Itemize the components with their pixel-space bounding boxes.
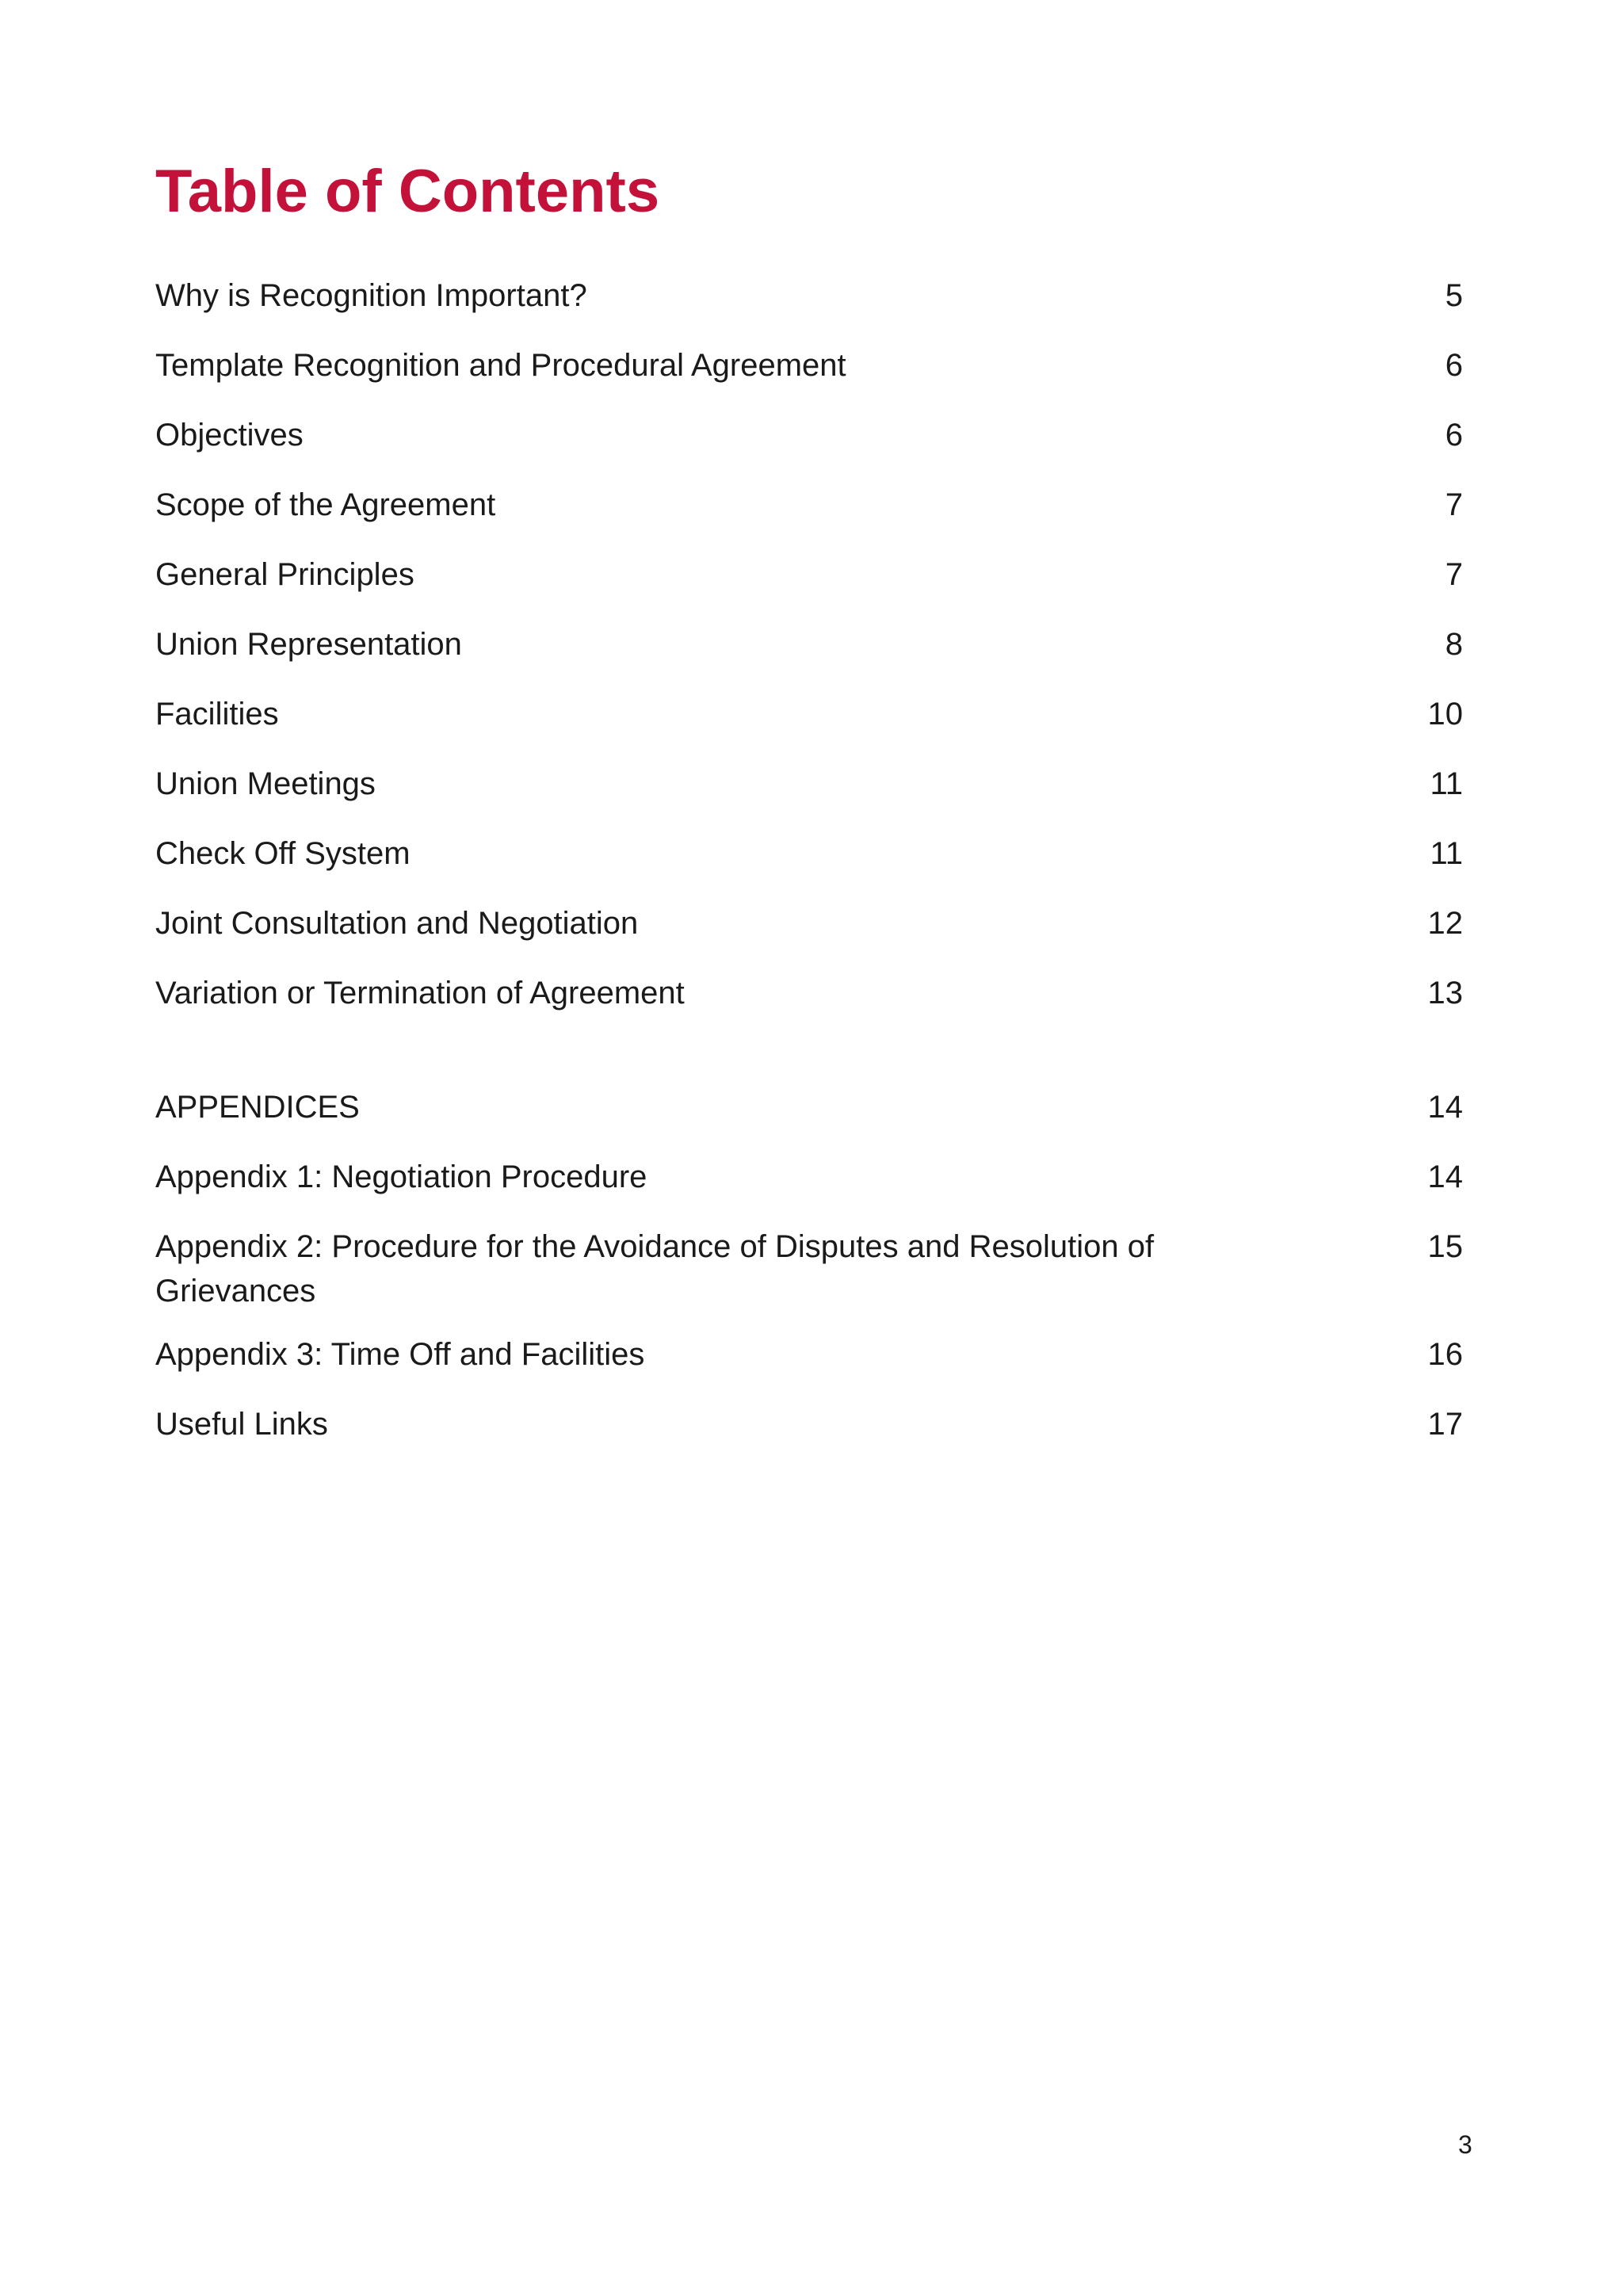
toc-entry-page: 7 [1445, 487, 1463, 522]
toc-entry-label: Useful Links [155, 1407, 328, 1442]
toc-entry[interactable] [155, 971, 1463, 1015]
page-title: Table of Contents [155, 158, 660, 225]
toc-entry-page: 12 [1427, 906, 1463, 941]
toc-entry[interactable] [155, 692, 1463, 736]
toc-entry-label: Appendix 3: Time Off and Facilities [155, 1337, 645, 1372]
toc-entry-label: Appendix 1: Negotiation Procedure [155, 1159, 647, 1194]
toc-entry[interactable] [155, 1224, 1463, 1313]
toc-entry[interactable] [155, 1332, 1463, 1377]
toc-entry[interactable] [155, 1402, 1463, 1446]
toc-entry[interactable] [155, 552, 1463, 597]
toc-entry-label: Variation or Termination of Agreement [155, 976, 685, 1010]
toc-entry-appendices[interactable] [155, 1085, 1463, 1129]
toc-entry-page: 14 [1427, 1159, 1463, 1194]
toc-entry-page: 10 [1427, 697, 1463, 732]
page-number: 3 [1458, 2130, 1472, 2159]
toc-entry-page: 13 [1427, 976, 1463, 1010]
toc-entry-label: Appendix 2: Procedure for the Avoidance of Disputes and Resolution of Grievances [155, 1229, 1155, 1308]
toc-entry-page: 15 [1427, 1229, 1463, 1264]
toc-list [155, 273, 1463, 1472]
toc-entry-page: 6 [1445, 418, 1463, 453]
toc-entry[interactable] [155, 831, 1463, 876]
toc-entry[interactable] [155, 762, 1463, 806]
toc-entry[interactable] [155, 483, 1463, 527]
toc-entry[interactable] [155, 273, 1463, 318]
toc-entry-label: Joint Consultation and Negotiation [155, 906, 639, 941]
toc-entry-label: Union Meetings [155, 766, 376, 801]
toc-entry-page: 11 [1430, 836, 1463, 871]
toc-entry-page: 14 [1427, 1090, 1463, 1125]
toc-entry-page: 11 [1430, 766, 1463, 801]
toc-entry[interactable] [155, 343, 1463, 388]
toc-entry-label: APPENDICES [155, 1090, 360, 1125]
toc-entry-label: Facilities [155, 697, 279, 732]
toc-entry[interactable] [155, 413, 1463, 457]
toc-entry-label: Check Off System [155, 836, 411, 871]
toc-entry-label: General Principles [155, 557, 414, 592]
toc-entry-page: 17 [1427, 1407, 1463, 1442]
toc-entry-page: 8 [1445, 627, 1463, 662]
toc-entry-label: Scope of the Agreement [155, 487, 496, 522]
toc-entry[interactable] [155, 901, 1463, 946]
toc-entry-label: Template Recognition and Procedural Agreement [155, 348, 846, 383]
toc-entry-label: Union Representation [155, 627, 462, 662]
toc-entry-page: 5 [1445, 278, 1463, 313]
toc-entry-label: Objectives [155, 418, 304, 453]
toc-entry[interactable] [155, 622, 1463, 667]
toc-entry[interactable] [155, 1155, 1463, 1199]
toc-entry-page: 7 [1445, 557, 1463, 592]
toc-entry-page: 16 [1427, 1337, 1463, 1372]
toc-entry-label: Why is Recognition Important? [155, 278, 587, 313]
toc-entry-page: 6 [1445, 348, 1463, 383]
